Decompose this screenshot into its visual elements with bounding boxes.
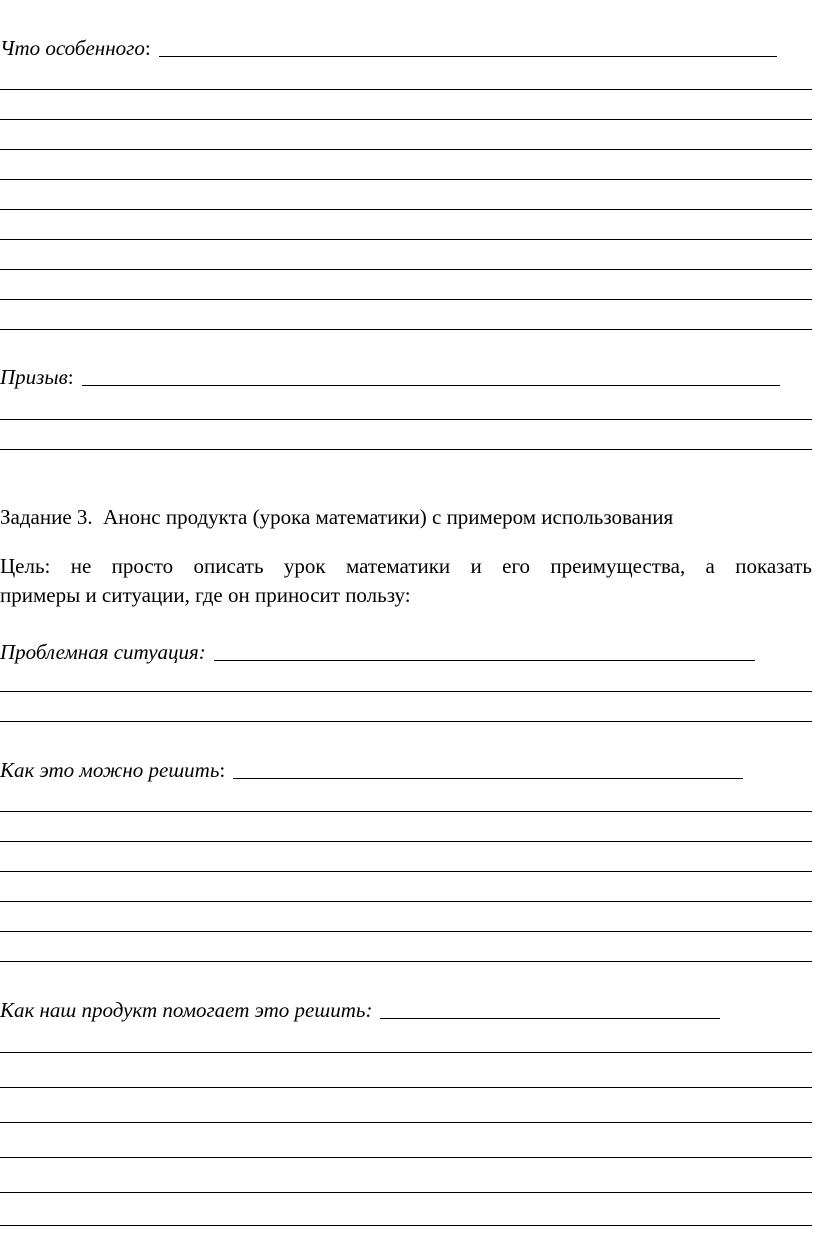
task3-goal [0, 552, 812, 610]
field-problem [0, 640, 816, 664]
answer-line[interactable] [0, 119, 812, 120]
field-product-helps [0, 998, 816, 1022]
answer-line[interactable] [0, 209, 812, 210]
field-special [0, 36, 812, 60]
special-colon: : [144, 36, 151, 60]
answer-line[interactable] [0, 1157, 812, 1158]
answer-line[interactable] [0, 841, 812, 842]
field-call [0, 365, 812, 389]
product-helps-answer-line[interactable] [380, 1018, 720, 1019]
answer-line[interactable] [0, 1052, 812, 1053]
answer-line[interactable] [0, 1225, 812, 1226]
answer-line[interactable] [0, 1122, 812, 1123]
how-solve-colon: : [219, 758, 226, 782]
goal-line-1: Цель: не просто описать урок математики и его преимущества, а показать [0, 554, 812, 578]
call-answer-line[interactable] [82, 385, 780, 386]
answer-line[interactable] [0, 269, 812, 270]
problem-answer-line[interactable] [214, 660, 755, 661]
answer-line[interactable] [0, 149, 812, 150]
how-solve-label: Как это можно решить [0, 758, 220, 782]
call-colon: : [67, 365, 74, 389]
problem-label: Проблемная ситуация: [0, 640, 206, 664]
goal-line-2: примеры и ситуации, где он приносит пользу: [0, 583, 411, 607]
how-solve-answer-line[interactable] [233, 778, 743, 779]
special-answer-line[interactable] [159, 56, 777, 57]
task3-title: Задание 3. Анонс продукта (урока математики) с примером использования [0, 505, 674, 529]
answer-line[interactable] [0, 179, 812, 180]
call-label: Призыв [0, 365, 68, 389]
answer-line[interactable] [0, 1087, 812, 1088]
answer-line[interactable] [0, 1192, 812, 1193]
answer-line[interactable] [0, 871, 812, 872]
answer-line[interactable] [0, 691, 812, 692]
product-helps-label: Как наш продукт помогает это решить: [0, 998, 373, 1022]
answer-line[interactable] [0, 329, 812, 330]
answer-line[interactable] [0, 89, 812, 90]
special-label: Что особенного [0, 36, 145, 60]
answer-line[interactable] [0, 419, 812, 420]
field-how-solve [0, 758, 812, 782]
answer-line[interactable] [0, 299, 812, 300]
answer-line[interactable] [0, 811, 812, 812]
answer-line[interactable] [0, 239, 812, 240]
answer-line[interactable] [0, 449, 812, 450]
answer-line[interactable] [0, 931, 812, 932]
answer-line[interactable] [0, 901, 812, 902]
answer-line[interactable] [0, 721, 812, 722]
answer-line[interactable] [0, 961, 812, 962]
